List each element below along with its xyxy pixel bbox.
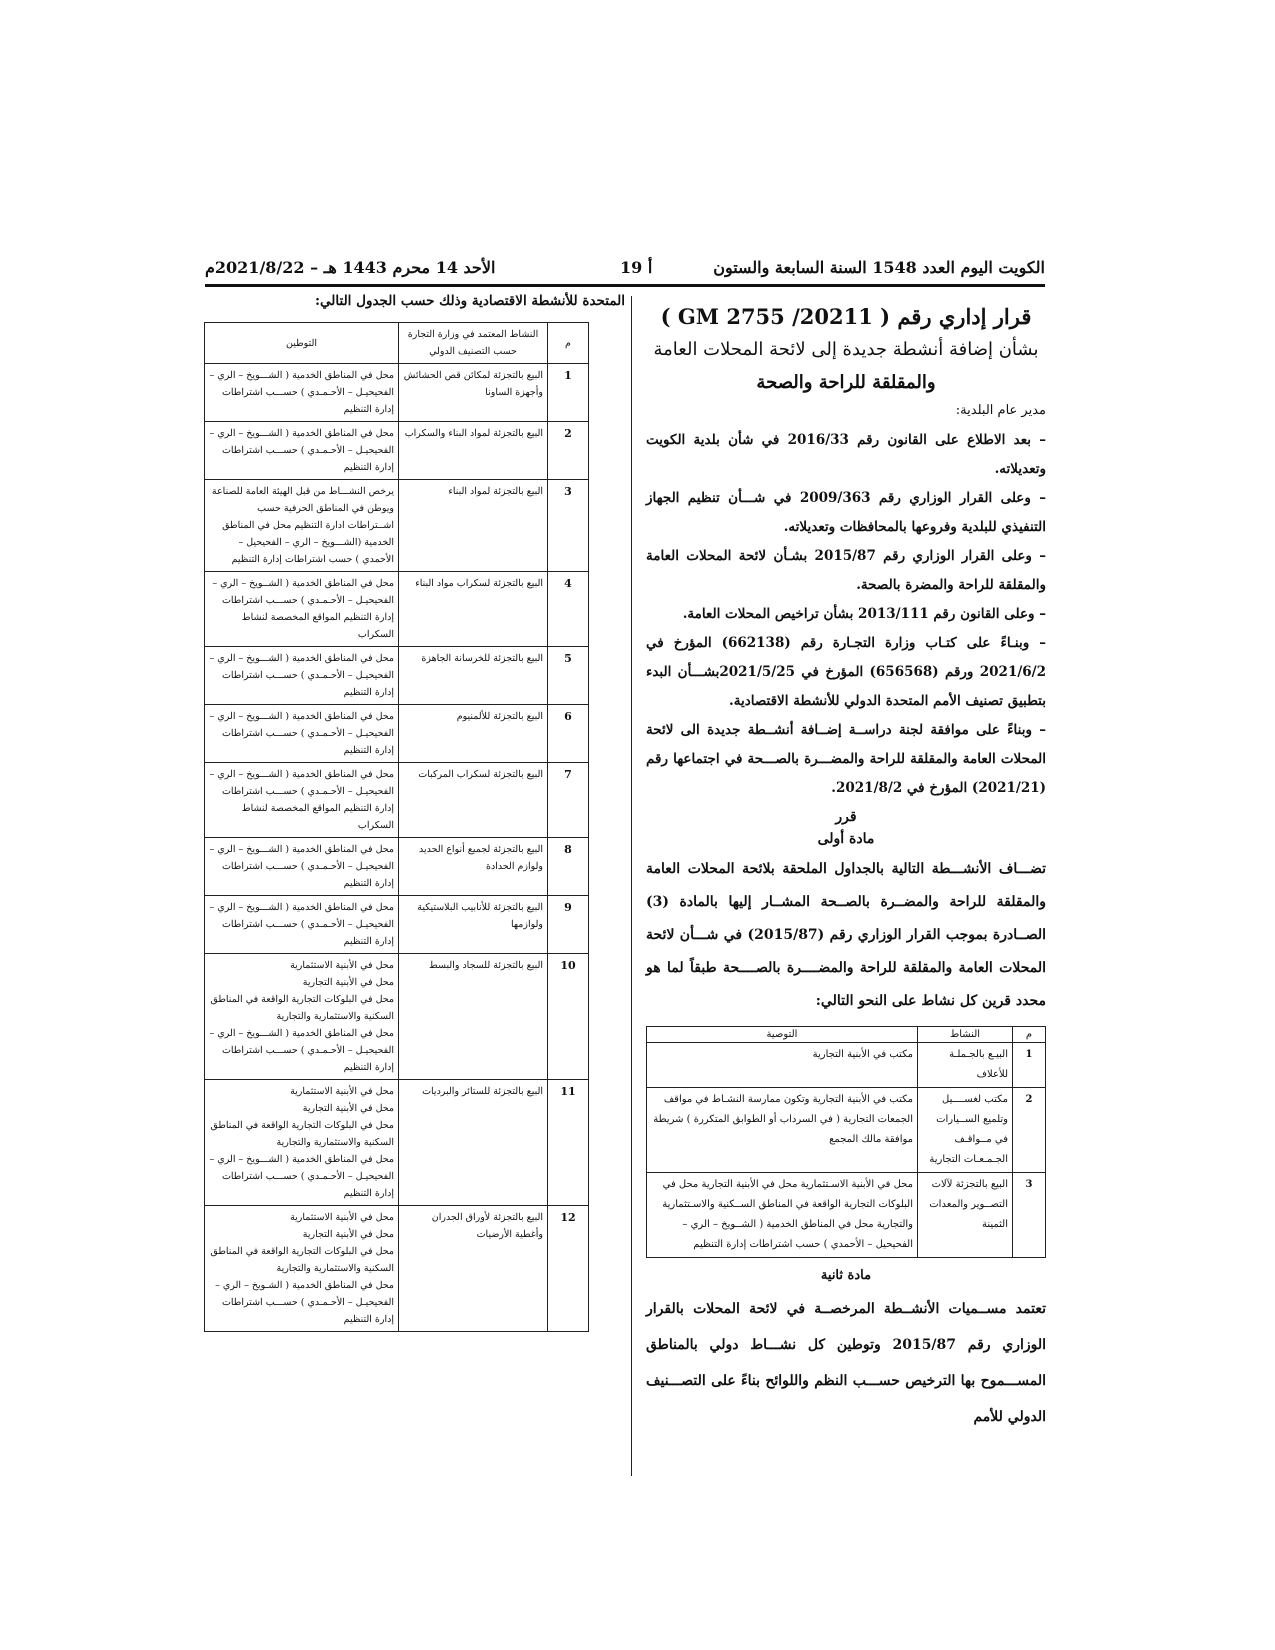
preamble-paragraph: – وبناءً على موافقة لجنة دراســة إضــافة أنشــطة جديدة الى لائحة المحلات العامة والمقلقة للراحة والمضـــرة بالصـــحة في اجتماعها رقم (2021/21) المؤرخ في 2021/8/2. xyxy=(646,722,1046,796)
localization-line: محل في المناطق الخدمية ( الشـــويخ – الري – الفحيحيـل – الأحـمـدي ) حســـب اشتراطات إدارة التنظيم xyxy=(209,1154,394,1199)
row-localization xyxy=(205,1080,399,1206)
left-column-intro: المتحدة للأنشطة الاقتصادية وذلك حسب الجدول التالي: xyxy=(315,293,625,309)
table-row xyxy=(205,1080,589,1206)
table-row xyxy=(647,1088,1046,1173)
col-header-number: م xyxy=(548,323,589,364)
col-header-activity: النشاط المعتمد في وزارة التجارة حسب التصنيف الدولي xyxy=(399,323,548,364)
row-activity: البيع بالتجزئة لآلات التصــوير والمعدات الثمينة xyxy=(918,1173,1013,1258)
localization-line: محل في المناطق الخدمية ( الشـــويخ – الري – الفحيحيـل – الأحـمـدي ) حســـب اشتراطات إدارة التنظيم xyxy=(209,902,394,947)
row-localization xyxy=(205,763,399,838)
table-row xyxy=(205,954,589,1080)
row-number: 5 xyxy=(548,647,589,705)
row-activity: البيع بالتجزئة لمكائن قص الحشائش وأجهزة الساونا xyxy=(399,364,548,422)
row-activity: البيع بالتجزئة لسكراب المركبات xyxy=(399,763,548,838)
preamble-paragraph: – وعلى القرار الوزاري رقم 2015/87 بشـأن لائحة المحلات العامة والمقلقة للراحة والمضرة بالصحة. xyxy=(646,548,1046,593)
row-activity: البيع بالتجزئة لمواد البناء والسكراب xyxy=(399,422,548,480)
article-1-title: مادة أولى xyxy=(817,831,875,847)
row-number: 3 xyxy=(548,480,589,572)
preamble xyxy=(646,426,1046,803)
localization-line: محل في الأبنية التجارية xyxy=(302,1103,394,1114)
table-row xyxy=(647,1043,1046,1088)
row-activity: البيع بالتجزئة للخرسانة الجاهزة xyxy=(399,647,548,705)
row-number: 7 xyxy=(548,763,589,838)
localization-line: محل في المناطق الخدمية ( الشـــويخ – الري – الفحيحيـل – الأحـمـدي ) حســـب اشتراطات إدارة التنظيم المواقع المخصصة لنشاط السكراب xyxy=(209,769,394,831)
decision-subtitle: بشأن إضافة أنشطة جديدة إلى لائحة المحلات العامة xyxy=(653,339,1039,360)
localization-line: محل في المناطق الخدمية ( الشــويخ – الري – الفحيحيـل – الأحـمـدي ) حســـب اشتراطات إدارة التنظيم المواقع المخصصة لنشاط السكراب xyxy=(212,578,394,640)
row-activity: البيع بالتجزئة للألمنيوم xyxy=(399,705,548,763)
row-activity: البيع بالتجزئة للأنابيب البلاستيكية ولوازمها xyxy=(399,896,548,954)
row-recommendation: مكتب في الأبنية التجارية xyxy=(647,1043,918,1088)
localization-line: محل في المناطق الخدمية ( الشـــويخ – الري – الفحيحيـل – الأحـمـدي ) حســـب اشتراطات إدارة التنظيم xyxy=(209,1028,394,1073)
row-recommendation: مكتب في الأبنية التجارية وتكون ممارسة النشـاط في مواقف الجمعات التجارية ( في السرداب أو الطوابق المتكررة ) شريطة موافقة مالك المجمع xyxy=(647,1088,918,1173)
localization-line: محل في البلوكات التجارية الواقعة في المناطق السكنية والاستثمارية والتجارية xyxy=(210,1246,394,1274)
row-number: 10 xyxy=(548,954,589,1080)
row-activity: البيع بالتجزئة لأوراق الجدران وأغطية الأرضيات xyxy=(399,1206,548,1332)
localization-line: محل في الأبنية الاستثمارية xyxy=(290,1212,394,1223)
table-row xyxy=(205,647,589,705)
localization-line: محل في المناطق الخدمية ( الشـويخ – الري – الفحيحيـل – الأحـمـدي ) حســـب اشتراطات إدارة التنظيم xyxy=(215,1280,394,1325)
decision-subtitle-2: والمقلقة للراحة والصحة xyxy=(756,372,936,393)
right-column xyxy=(646,300,1046,1435)
preamble-paragraph: – وعلى القانون رقم 2013/111 بشأن تراخيص المحلات العامة. xyxy=(682,606,1046,622)
localization-line: محل في المناطق الخدمية ( الشـــويخ – الري – الفحيحيـل – الأحـمـدي ) حســـب اشتراطات إدارة التنظيم xyxy=(209,711,394,756)
col-header-recommendation: التوصية xyxy=(647,1027,918,1043)
row-activity: مكتب لغســــيل وتلميع الســيارات في مــواقـف الجـمـعـات التجارية xyxy=(918,1088,1013,1173)
row-activity: البيع بالتجزئة لمواد البناء xyxy=(399,480,548,572)
table-row xyxy=(205,1206,589,1332)
header-date: الأحد 14 محرم 1443 هـ – 2021/8/22م xyxy=(205,258,496,277)
preamble-paragraph: – وعلى القرار الوزاري رقم 2009/363 في شـــأن تنظيم الجهاز التنفيذي للبلدية وفروعها بالمحافظات وتعديلاته. xyxy=(646,490,1047,535)
page-number: أ 19 xyxy=(620,258,653,277)
localization-line: محل في الأبنية التجارية xyxy=(302,1229,394,1240)
row-localization xyxy=(205,480,399,572)
table-row xyxy=(205,364,589,422)
header-rule xyxy=(205,284,1045,287)
row-number: 12 xyxy=(548,1206,589,1332)
col-header-activity: النشاط xyxy=(918,1027,1013,1043)
page-header xyxy=(205,258,1045,284)
row-number: 2 xyxy=(548,422,589,480)
article-1-text: تضـــاف الأنشـــطة التالية بالجداول الملحقة بلائحة المحلات العامة والمقلقة للراحة والمضــرة بالصــحة المشــار إليها بالمادة (3) الصــادرة بموجب القرار الوزاري رقم (2015/87) في شـــأن لائحة المحلات العامة والمقلقة للراحة والمضــــرة بالصــــحة طبقاً لما هو محدد قرين كل نشاط على النحو التالي: xyxy=(646,861,1046,1009)
table-row xyxy=(205,422,589,480)
localization-line: محل في الأبنية الاستثمارية xyxy=(290,1086,394,1097)
table-row xyxy=(205,572,589,647)
row-activity: البيع بالتجزئة للسجاد والبسط xyxy=(399,954,548,1080)
decision-title: قرار إداري رقم ( 20211/ GM 2755 ) xyxy=(660,304,1032,329)
decided-label: قرر xyxy=(835,809,857,825)
localization-line: محل في البلوكات التجارية الواقعة في المناطق السكنية والاستثمارية والتجارية xyxy=(210,994,394,1022)
localization-line: محل في الأبنية الاستثمارية xyxy=(290,960,394,971)
table-row xyxy=(205,480,589,572)
row-number: 4 xyxy=(548,572,589,647)
row-number: 8 xyxy=(548,838,589,896)
table-row xyxy=(205,838,589,896)
row-localization xyxy=(205,896,399,954)
row-number: 2 xyxy=(1013,1088,1046,1173)
row-activity: البيع بالتجزئة لسكراب مواد البناء xyxy=(399,572,548,647)
row-localization xyxy=(205,838,399,896)
preamble-paragraph: – وبنـاءً على كتـاب وزارة التجـارة رقم (662138) المؤرخ في 2021/6/2 ورقم (656568) المؤرخ في 2021/5/25بشـــأن البدء بتطبيق تصنيف الأمم المتحدة الدولي للأنشطة الاقتصادية. xyxy=(646,635,1046,709)
localization-line: محل في المناطق الخدمية ( الشـــويخ – الري – الفحيحيـل – الأحـمـدي ) حســـب اشتراطات إدارة التنظيم xyxy=(209,370,394,415)
col-header-localization: التوطين xyxy=(205,323,399,364)
activities-table-main xyxy=(204,322,589,1332)
activities-table-small xyxy=(646,1026,1046,1258)
row-localization xyxy=(205,572,399,647)
article-2-text: تعتمد مســميات الأنشــطة المرخصــة في لائحة المحلات بالقرار الوزاري رقم 2015/87 وتوطين كل نشـــاط دولي بالمناطق المســـموح بها الترخيص حســـب النظم واللوائح بناءً على التصـــنيف الدولي للأمم xyxy=(646,1301,1047,1425)
localization-line: محل في المناطق الخدمية ( الشـــويخ – الري – الفحيحيـل – الأحـمـدي ) حســـب اشتراطات إدارة التنظيم xyxy=(209,653,394,698)
table-row xyxy=(647,1173,1046,1258)
row-localization xyxy=(205,1206,399,1332)
row-number: 1 xyxy=(548,364,589,422)
table-row xyxy=(205,896,589,954)
decision-intro: مدير عام البلدية: xyxy=(955,403,1046,418)
table-row xyxy=(205,705,589,763)
row-activity: البيـع بالجـملـة للأعلاف xyxy=(918,1043,1013,1088)
localization-line: محل في المناطق الخدمية ( الشـــويخ – الري – الفحيحيـل – الأحـمـدي ) حســـب اشتراطات إدارة التنظيم xyxy=(209,428,394,473)
row-recommendation: محل في الأبنية الاسـتثمارية محل في الأبنية التجارية محل في البلوكات التجارية الواقعة في المناطق الســكنية والاسـتثمارية والتجارية محل في المناطق الخدمية ( الشــويخ – الري – الفحيحيل – الأحمدي ) حسب اشتراطات إدارة التنظيم xyxy=(647,1173,918,1258)
row-localization xyxy=(205,422,399,480)
gazette-issue: الكويت اليوم العدد 1548 السنة السابعة والستون xyxy=(713,258,1045,277)
row-number: 6 xyxy=(548,705,589,763)
localization-line: محل في البلوكات التجارية الواقعة في المناطق السكنية والاستثمارية والتجارية xyxy=(210,1120,394,1148)
col-header-number: م xyxy=(1013,1027,1046,1043)
localization-line: محل في الأبنية التجارية xyxy=(302,977,394,988)
row-number: 9 xyxy=(548,896,589,954)
row-localization xyxy=(205,647,399,705)
row-number: 1 xyxy=(1013,1043,1046,1088)
localization-line: يرخص النشـــاط من قبل الهيئة العامة للصناعة ويوطن في المناطق الحرفية حسب اشــتراطات ادارة التنظيم محل في المناطق الخدمية (الشـــويخ – الري – الفحيحيل – الأحمدي ) حسب اشتراطات إدارة التنظيم xyxy=(211,486,394,565)
localization-line: محل في المناطق الخدمية ( الشـــويخ – الري – الفحيحيـل – الأحـمـدي ) حســـب اشتراطات إدارة التنظيم xyxy=(209,844,394,889)
row-localization xyxy=(205,705,399,763)
row-number: 3 xyxy=(1013,1173,1046,1258)
row-localization xyxy=(205,954,399,1080)
row-activity: البيع بالتجزئة للستائر والبرديات xyxy=(399,1080,548,1206)
table-row xyxy=(205,763,589,838)
row-localization xyxy=(205,364,399,422)
preamble-paragraph: – بعد الاطلاع على القانون رقم 2016/33 في شأن بلدية الكويت وتعديلاته. xyxy=(646,432,1046,477)
column-divider xyxy=(631,296,632,1476)
row-number: 11 xyxy=(548,1080,589,1206)
row-activity: البيع بالتجزئة لجميع أنواع الحديد ولوازم الحدادة xyxy=(399,838,548,896)
article-2-title: مادة ثانية xyxy=(820,1268,872,1283)
